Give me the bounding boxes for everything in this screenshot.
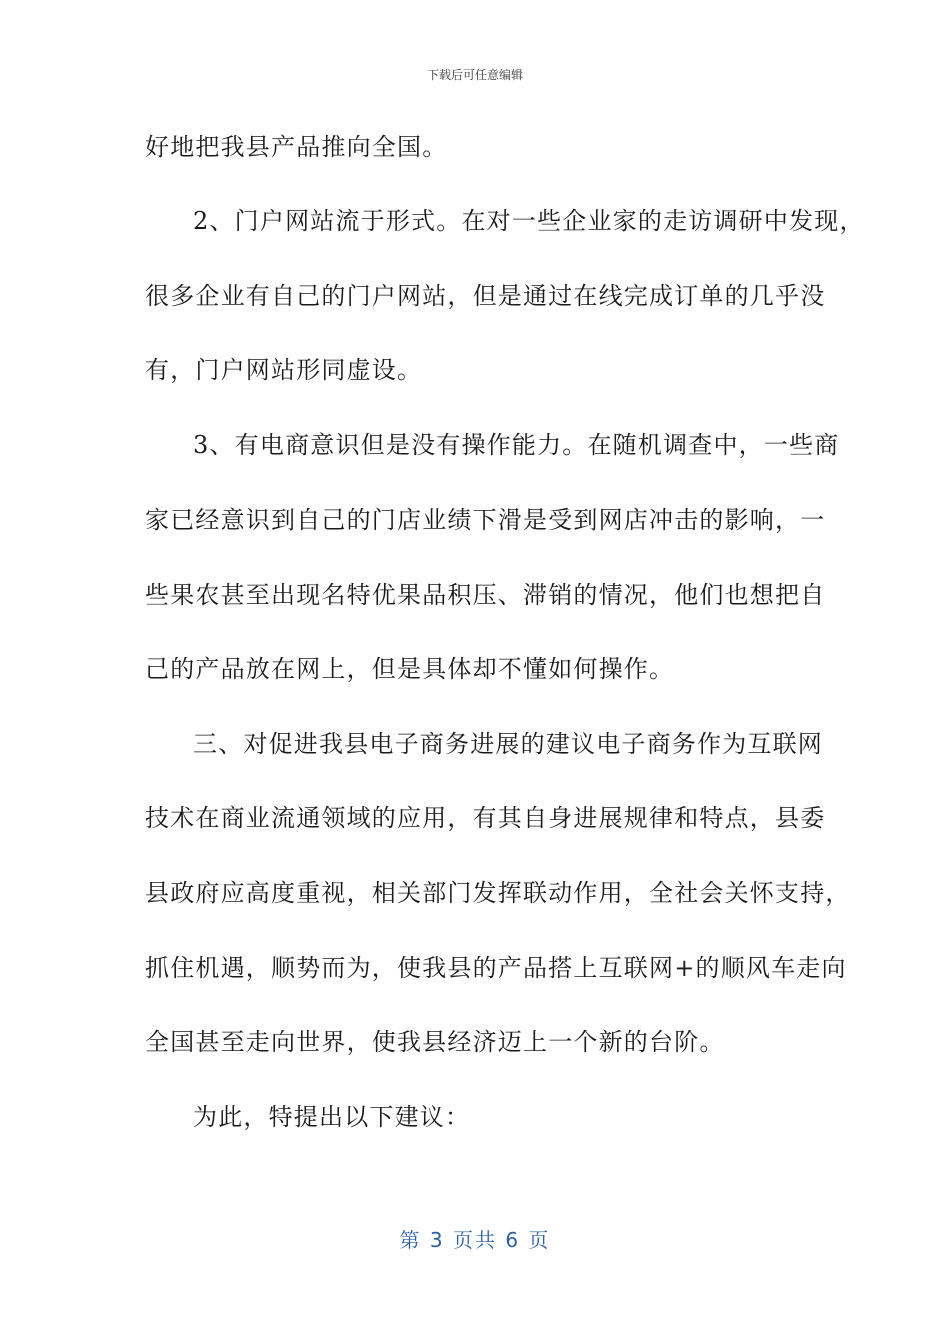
text-line: 很多企业有自己的门户网站，但是通过在线完成订单的几乎没 [145, 282, 826, 310]
text-line: 全国甚至走向世界，使我县经济迈上一个新的台阶。 [145, 1028, 725, 1056]
text-line: 些果农甚至出现名特优果品积压、滞销的情况，他们也想把自 [145, 581, 826, 609]
text-line: 为此，特提出以下建议： [193, 1103, 471, 1131]
text-line: 2、门户网站流于形式。在对一些企业家的走访调研中发现， [193, 207, 865, 235]
text-line: 抓住机遇，顺势而为，使我县的产品搭上互联网+的顺风车走向 [145, 954, 847, 982]
text-line: 三、对促进我县电子商务进展的建议电子商务作为互联网 [193, 730, 823, 758]
text-line: 好地把我县产品推向全国。 [145, 133, 448, 161]
page-number: 第 3 页共 6 页 [399, 1228, 551, 1252]
text-line: 县政府应高度重视，相关部门发挥联动作用，全社会关怀支持， [145, 879, 851, 907]
text-line: 3、有电商意识但是没有操作能力。在随机调查中，一些商 [193, 431, 840, 459]
text-line: 技术在商业流通领域的应用，有其自身进展规律和特点，县委 [145, 804, 826, 832]
text-line: 己的产品放在网上，但是具体却不懂如何操作。 [145, 655, 675, 683]
text-line: 家已经意识到自己的门店业绩下滑是受到网店冲击的影响，一 [145, 506, 826, 534]
text-line: 有，门户网站形同虚设。 [145, 356, 423, 384]
header-note: 下载后可任意编辑 [426, 68, 523, 82]
